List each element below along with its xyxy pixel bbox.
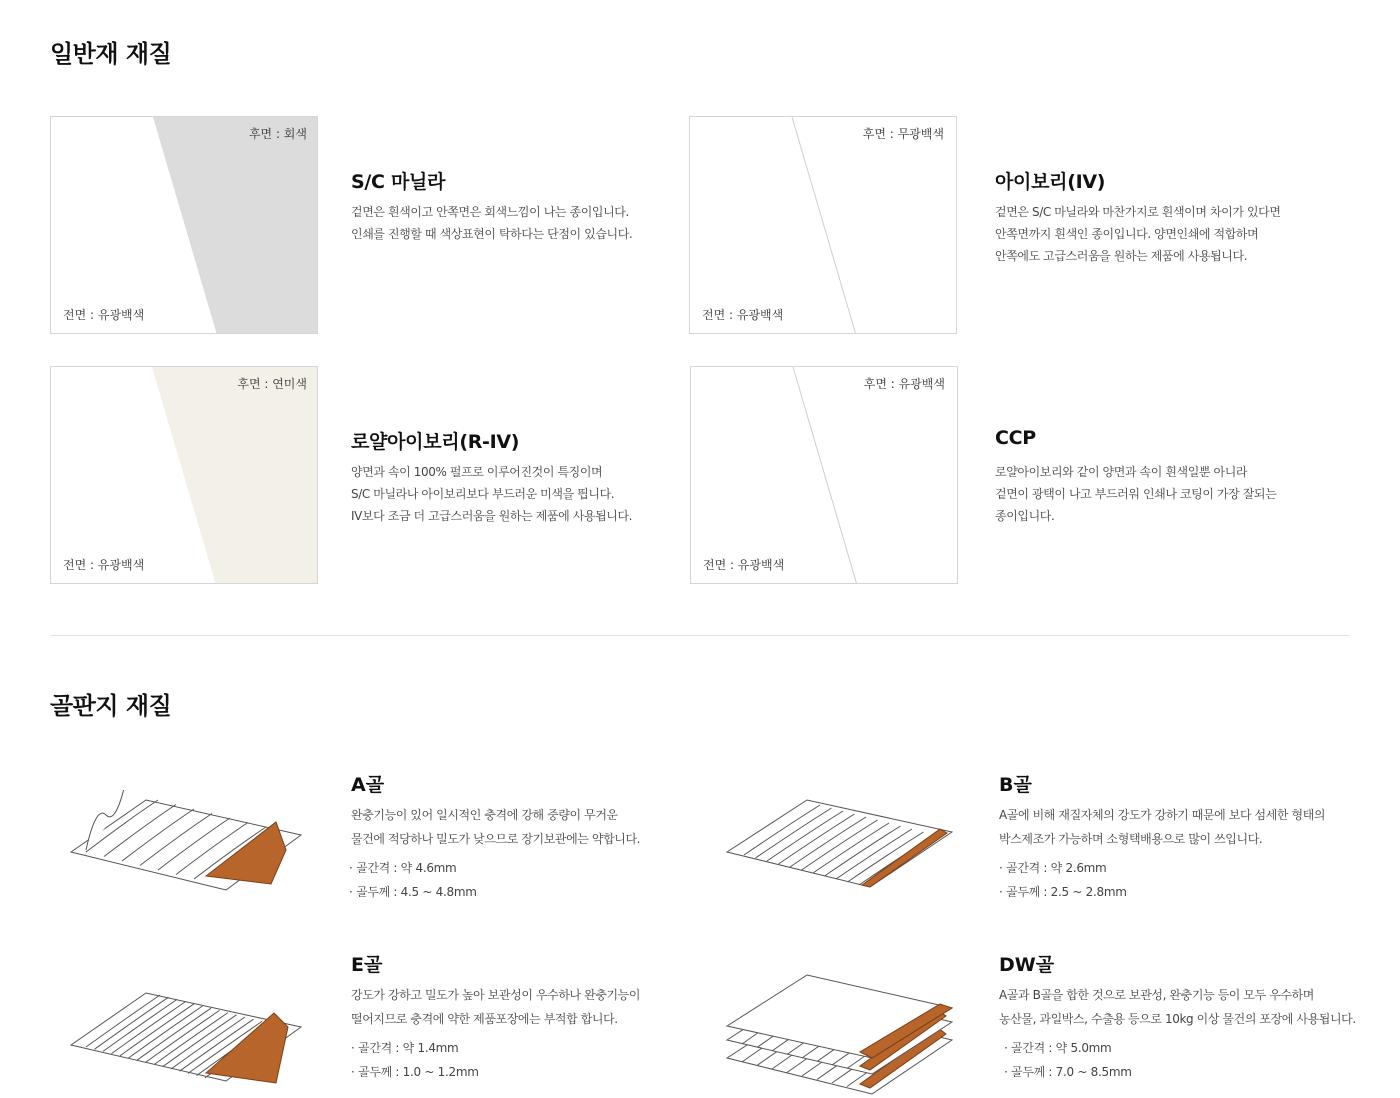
paper-card-sc-manila: [50, 116, 318, 334]
flute-name: DW골: [999, 954, 1055, 976]
front-side-label: 전면 : 유광백색: [703, 558, 785, 572]
front-side-label: 전면 : 유광백색: [63, 558, 145, 572]
paper-name: 아이보리(IV): [995, 171, 1106, 193]
flute-spacing: · 골간격 : 약 5.0mm: [1004, 1041, 1112, 1055]
paper-card-ccp: [690, 366, 958, 584]
paper-name: CCP: [995, 427, 1036, 449]
back-side-label: 후면 : 유광백색: [863, 377, 945, 391]
front-side-label: 전면 : 유광백색: [63, 308, 145, 322]
paper-card-royal-ivory: [50, 366, 318, 584]
corrugated-material-title: 골판지 재질: [50, 692, 172, 720]
paper-swatch-icon: [691, 367, 958, 584]
flute-spacing: · 골간격 : 약 2.6mm: [999, 861, 1107, 875]
paper-description: 겉면은 흰색이고 안쪽면은 회색느낌이 나는 종이입니다. 인쇄를 진행할 때 색상표현이 탁하다는 단점이 있습니다.: [351, 205, 633, 241]
flute-description: 강도가 강하고 밀도가 높아 보관성이 우수하나 완충기능이 떨어지므로 충격에 약한 제품포장에는 부적합 합니다.: [351, 988, 641, 1026]
back-side-label: 후면 : 연미색: [237, 377, 307, 391]
e-flute-illustration-icon: [66, 985, 316, 1085]
paper-name: S/C 마닐라: [351, 171, 446, 193]
flute-name: E골: [351, 954, 383, 976]
flute-name: A골: [351, 774, 385, 796]
flute-spacing: · 골간격 : 약 4.6mm: [349, 861, 457, 875]
back-side-label: 후면 : 무광백색: [862, 127, 944, 141]
paper-name: 로얄아이보리(R-IV): [351, 431, 520, 453]
section-divider: [50, 635, 1350, 636]
paper-description: 로얄아이보리와 같이 양면과 속이 흰색일뿐 아니라 겉면이 광택이 나고 부드러워 인쇄나 코팅이 가장 잘되는 종이입니다.: [995, 465, 1277, 523]
dw-flute-illustration-icon: [722, 970, 962, 1098]
flute-description: A골과 B골을 합한 것으로 보관성, 완충기능 등이 모두 우수하며 농산물, 과일박스, 수출용 등으로 10kg 이상 물건의 포장에 사용됩니다.: [999, 988, 1356, 1026]
paper-description: 양면과 속이 100% 펄프로 이루어진것이 특징이며 S/C 마닐라나 아이보리보다 부드러운 미색을 띕니다. IV보다 조금 더 고급스러움을 원하는 제품에 사용됩니다.: [351, 465, 633, 523]
flute-thickness: · 골두께 : 1.0 ~ 1.2mm: [351, 1065, 479, 1079]
general-material-title: 일반재 재질: [50, 40, 172, 68]
a-flute-illustration-icon: [66, 790, 316, 900]
paper-swatch-icon: [690, 117, 957, 334]
front-side-label: 전면 : 유광백색: [702, 308, 784, 322]
flute-thickness: · 골두께 : 7.0 ~ 8.5mm: [1004, 1065, 1132, 1079]
flute-name: B골: [999, 774, 1032, 796]
flute-thickness: · 골두께 : 4.5 ~ 4.8mm: [349, 885, 477, 899]
flute-description: A골에 비해 재질자체의 강도가 강하기 때문에 보다 섬세한 형태의 박스제조가 가능하며 소형택배용으로 많이 쓰입니다.: [999, 808, 1326, 846]
flute-description: 완충기능이 있어 일시적인 충격에 강해 중량이 무거운 물건에 적당하나 밀도가 낮으므로 장기보관에는 약합니다.: [351, 808, 641, 846]
paper-swatch-icon: [51, 117, 318, 334]
paper-description: 겉면은 S/C 마닐라와 마찬가지로 흰색이며 차이가 있다면 안쪽면까지 흰색인 종이입니다. 양면인쇄에 적합하며 안쪽에도 고급스러움을 원하는 제품에 사용됩니다.: [995, 205, 1281, 263]
b-flute-illustration-icon: [722, 795, 962, 895]
back-side-label: 후면 : 회색: [248, 127, 307, 141]
flute-thickness: · 골두께 : 2.5 ~ 2.8mm: [999, 885, 1127, 899]
flute-spacing: · 골간격 : 약 1.4mm: [351, 1041, 459, 1055]
paper-swatch-icon: [51, 367, 318, 584]
paper-card-ivory: [689, 116, 957, 334]
